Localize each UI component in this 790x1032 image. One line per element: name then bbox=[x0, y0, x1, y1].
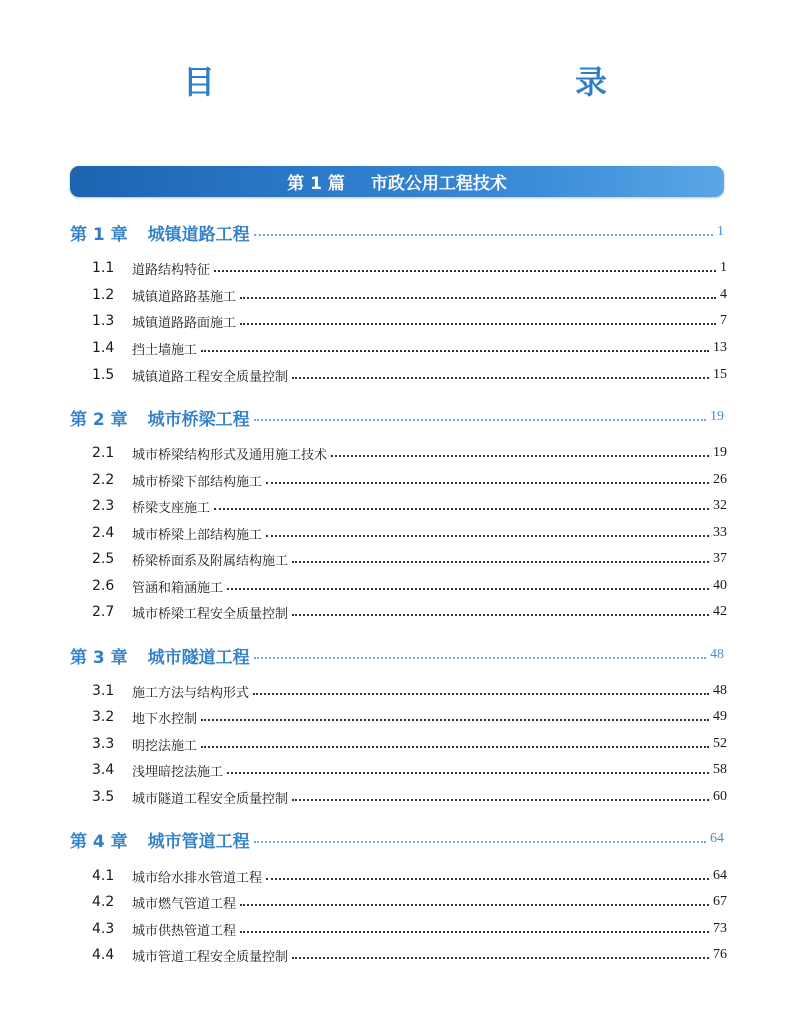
section-number: 2.4 bbox=[92, 525, 115, 541]
section-number: 4.1 bbox=[92, 868, 115, 884]
toc-entry[interactable] bbox=[92, 891, 727, 913]
section-number: 4.3 bbox=[92, 921, 115, 937]
leader-dots bbox=[240, 931, 709, 933]
leader-dots bbox=[292, 561, 709, 563]
leader-dots bbox=[292, 614, 709, 616]
chapter-number: 第 4 章 bbox=[70, 831, 128, 852]
section-title: 挡土墙施工 bbox=[132, 342, 198, 358]
page-number: 49 bbox=[713, 709, 727, 724]
page-title: 目 录 bbox=[182, 63, 673, 101]
leader-dots bbox=[201, 719, 709, 721]
page-number: 37 bbox=[713, 551, 727, 566]
leader-dots bbox=[240, 323, 716, 325]
page-number: 58 bbox=[713, 762, 727, 777]
page-number: 52 bbox=[713, 736, 727, 751]
page-number: 7 bbox=[720, 313, 727, 328]
leader-dots bbox=[292, 799, 709, 801]
section-number: 4.4 bbox=[92, 947, 115, 963]
toc-entry[interactable] bbox=[92, 706, 727, 728]
section-number: 1.5 bbox=[92, 367, 115, 383]
section-title: 城市桥梁结构形式及通用施工技术 bbox=[132, 447, 328, 463]
section-title: 城市燃气管道工程 bbox=[132, 896, 237, 912]
toc-entry[interactable] bbox=[92, 548, 727, 570]
chapter-title: 城市桥梁工程 bbox=[147, 409, 250, 430]
section-title: 管涵和箱涵施工 bbox=[132, 580, 224, 596]
leader-dots bbox=[254, 234, 713, 236]
section-title: 地下水控制 bbox=[132, 711, 198, 727]
leader-dots bbox=[254, 841, 706, 843]
section-title: 桥梁桥面系及附属结构施工 bbox=[132, 553, 289, 569]
section-title: 城市供热管道工程 bbox=[132, 923, 237, 939]
section-number: 2.3 bbox=[92, 498, 115, 514]
section-title: 桥梁支座施工 bbox=[132, 500, 211, 516]
page-number: 4 bbox=[720, 287, 727, 302]
toc-entry[interactable] bbox=[92, 918, 727, 940]
section-number: 3.5 bbox=[92, 789, 115, 805]
chapter-number: 第 1 章 bbox=[70, 224, 128, 245]
page-number: 26 bbox=[713, 472, 727, 487]
part-banner bbox=[70, 166, 724, 197]
toc-entry[interactable] bbox=[92, 364, 727, 386]
leader-dots bbox=[254, 657, 706, 659]
part-title: 市政公用工程技术 bbox=[370, 174, 507, 194]
toc-entry[interactable] bbox=[92, 310, 727, 332]
section-title: 浅埋暗挖法施工 bbox=[132, 764, 224, 780]
toc-entry[interactable] bbox=[92, 284, 727, 306]
section-title: 城市给水排水管道工程 bbox=[132, 870, 263, 886]
toc-entry[interactable] bbox=[92, 469, 727, 491]
leader-dots bbox=[214, 270, 716, 272]
section-number: 2.7 bbox=[92, 604, 115, 620]
leader-dots bbox=[253, 693, 709, 695]
toc-entry[interactable] bbox=[92, 733, 727, 755]
page-number: 67 bbox=[713, 894, 727, 909]
leader-dots bbox=[266, 878, 709, 880]
leader-dots bbox=[227, 588, 709, 590]
section-number: 3.4 bbox=[92, 762, 115, 778]
leader-dots bbox=[201, 350, 709, 352]
page-number: 13 bbox=[713, 340, 727, 355]
page-number: 76 bbox=[713, 947, 727, 962]
section-number: 2.6 bbox=[92, 578, 115, 594]
page-number: 15 bbox=[713, 367, 727, 382]
page-number: 19 bbox=[710, 409, 724, 424]
toc-entry[interactable] bbox=[92, 442, 727, 464]
leader-dots bbox=[227, 772, 709, 774]
leader-dots bbox=[240, 297, 716, 299]
leader-dots bbox=[292, 377, 709, 379]
section-title: 施工方法与结构形式 bbox=[132, 685, 250, 701]
section-number: 3.2 bbox=[92, 709, 115, 725]
toc-entry[interactable] bbox=[92, 257, 727, 279]
page-number: 42 bbox=[713, 604, 727, 619]
toc-entry[interactable] bbox=[92, 944, 727, 966]
page-number: 64 bbox=[713, 868, 727, 883]
section-title: 城市桥梁工程安全质量控制 bbox=[132, 606, 289, 622]
leader-dots bbox=[214, 508, 709, 510]
page-number: 1 bbox=[720, 260, 727, 275]
toc-entry[interactable] bbox=[92, 680, 727, 702]
chapter-title: 城市管道工程 bbox=[147, 831, 250, 852]
page-number: 73 bbox=[713, 921, 727, 936]
section-title: 城镇道路工程安全质量控制 bbox=[132, 369, 289, 385]
toc-entry[interactable] bbox=[92, 575, 727, 597]
section-number: 3.3 bbox=[92, 736, 115, 752]
section-title: 道路结构特征 bbox=[132, 262, 211, 278]
section-number: 1.1 bbox=[92, 260, 115, 276]
toc-entry[interactable] bbox=[92, 522, 727, 544]
page-number: 1 bbox=[717, 224, 724, 239]
part-label: 第 1 篇 bbox=[287, 174, 345, 194]
toc-entry[interactable] bbox=[92, 786, 727, 808]
section-number: 4.2 bbox=[92, 894, 115, 910]
section-title: 明挖法施工 bbox=[132, 738, 198, 754]
page-number: 60 bbox=[713, 789, 727, 804]
chapter-number: 第 2 章 bbox=[70, 409, 128, 430]
section-number: 1.3 bbox=[92, 313, 115, 329]
chapter-heading[interactable] bbox=[70, 219, 724, 245]
section-number: 2.2 bbox=[92, 472, 115, 488]
section-title: 城市管道工程安全质量控制 bbox=[132, 949, 289, 965]
leader-dots bbox=[266, 482, 709, 484]
section-number: 1.4 bbox=[92, 340, 115, 356]
page-number: 40 bbox=[713, 578, 727, 593]
chapter-title: 城镇道路工程 bbox=[147, 224, 250, 245]
page-number: 32 bbox=[713, 498, 727, 513]
section-number: 2.5 bbox=[92, 551, 115, 567]
leader-dots bbox=[201, 746, 709, 748]
leader-dots bbox=[266, 535, 709, 537]
chapter-heading[interactable] bbox=[70, 642, 724, 668]
section-number: 2.1 bbox=[92, 445, 115, 461]
toc-entry[interactable] bbox=[92, 601, 727, 623]
section-title: 城市隧道工程安全质量控制 bbox=[132, 791, 289, 807]
page-number: 48 bbox=[713, 683, 727, 698]
section-title: 城镇道路路基施工 bbox=[132, 289, 237, 305]
section-title: 城镇道路路面施工 bbox=[132, 315, 237, 331]
leader-dots bbox=[240, 904, 709, 906]
leader-dots bbox=[331, 455, 709, 457]
chapter-heading[interactable] bbox=[70, 826, 724, 852]
section-title: 城市桥梁下部结构施工 bbox=[132, 474, 263, 490]
toc-entry[interactable] bbox=[92, 759, 727, 781]
chapter-heading[interactable] bbox=[70, 404, 724, 430]
section-title: 城市桥梁上部结构施工 bbox=[132, 527, 263, 543]
chapter-number: 第 3 章 bbox=[70, 647, 128, 668]
toc-entry[interactable] bbox=[92, 495, 727, 517]
section-number: 3.1 bbox=[92, 683, 115, 699]
page-number: 64 bbox=[710, 831, 724, 846]
chapter-title: 城市隧道工程 bbox=[147, 647, 250, 668]
section-number: 1.2 bbox=[92, 287, 115, 303]
page-number: 19 bbox=[713, 445, 727, 460]
page-number: 33 bbox=[713, 525, 727, 540]
leader-dots bbox=[254, 419, 706, 421]
page-number: 48 bbox=[710, 647, 724, 662]
toc-entry[interactable] bbox=[92, 337, 727, 359]
toc-entry[interactable] bbox=[92, 865, 727, 887]
leader-dots bbox=[292, 957, 709, 959]
